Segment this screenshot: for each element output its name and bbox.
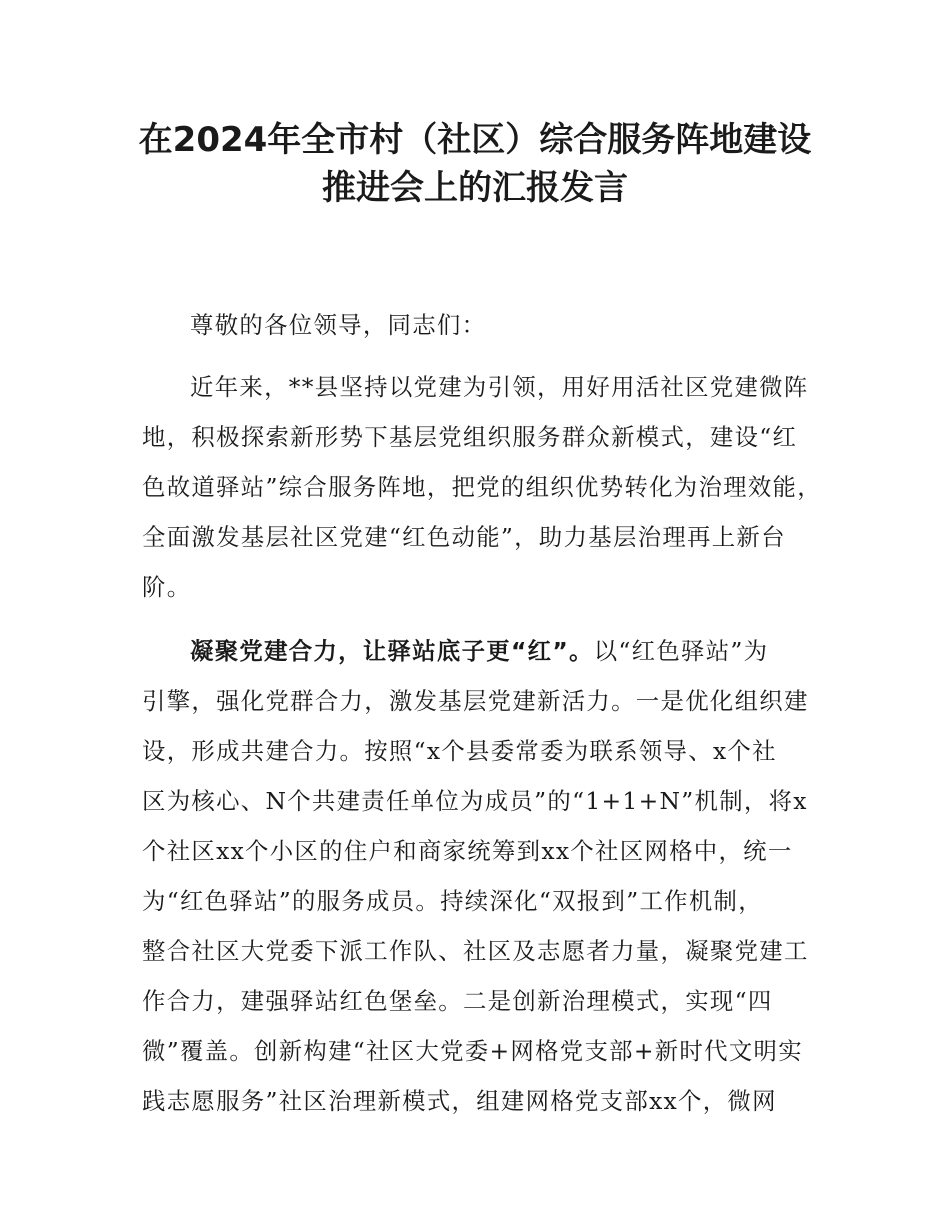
paragraph-2-line-1-rest: 以“红色驿站”为: [593, 637, 769, 665]
paragraph-2-line-7: 整合社区大党委下派工作队、社区及志愿者力量，凝聚党建工: [142, 937, 809, 965]
paragraph-2-heading: 凝聚党建合力，让驿站底子更“红”。: [190, 637, 594, 665]
paragraph-1-line-5: 阶。: [142, 573, 192, 601]
paragraph-2-line-9: 微”覆盖。创新构建“社区大党委+网格党支部+新时代文明实: [142, 1037, 803, 1065]
paragraph-2-line-4: 区为核心、N个共建责任单位为成员”的“1+1+N”机制，将x: [142, 787, 808, 815]
paragraph-2-line-3: 设，形成共建合力。按照“x个县委常委为联系领导、x个社: [142, 737, 777, 765]
paragraph-2-line-6: 为“红色驿站”的服务成员。持续深化“双报到”工作机制，: [142, 887, 763, 915]
paragraph-1-line-2: 地，积极探索新形势下基层党组织服务群众新模式，建设“红: [142, 423, 798, 451]
paragraph-2-line-5: 个社区xx个小区的住户和商家统筹到xx个社区网格中，统一: [142, 837, 793, 865]
paragraph-1-line-3: 色故道驿站”综合服务阵地，把党的组织优势转化为治理效能，: [142, 473, 822, 501]
paragraph-2-line-10: 践志愿服务”社区治理新模式，组建网格党支部xx个，微网: [142, 1087, 777, 1115]
paragraph-1-line-1: 近年来，**县坚持以党建为引领，用好用活社区党建微阵: [190, 373, 809, 401]
document-title-line-1: 在2024年全市村（社区）综合服务阵地建设: [138, 120, 812, 160]
salutation: 尊敬的各位领导，同志们：: [190, 311, 487, 339]
paragraph-2-line-8: 作合力，建强驿站红色堡垒。二是创新治理模式，实现“四: [142, 987, 773, 1015]
paragraph-2-line-2: 引擎，强化党群合力，激发基层党建新活力。一是优化组织建: [142, 687, 809, 715]
paragraph-2-line-1: [190, 636, 768, 666]
paragraph-1-line-4: 全面激发基层社区党建“红色动能”，助力基层治理再上新台: [142, 523, 786, 551]
document-title-line-2: 推进会上的汇报发言: [322, 168, 628, 208]
